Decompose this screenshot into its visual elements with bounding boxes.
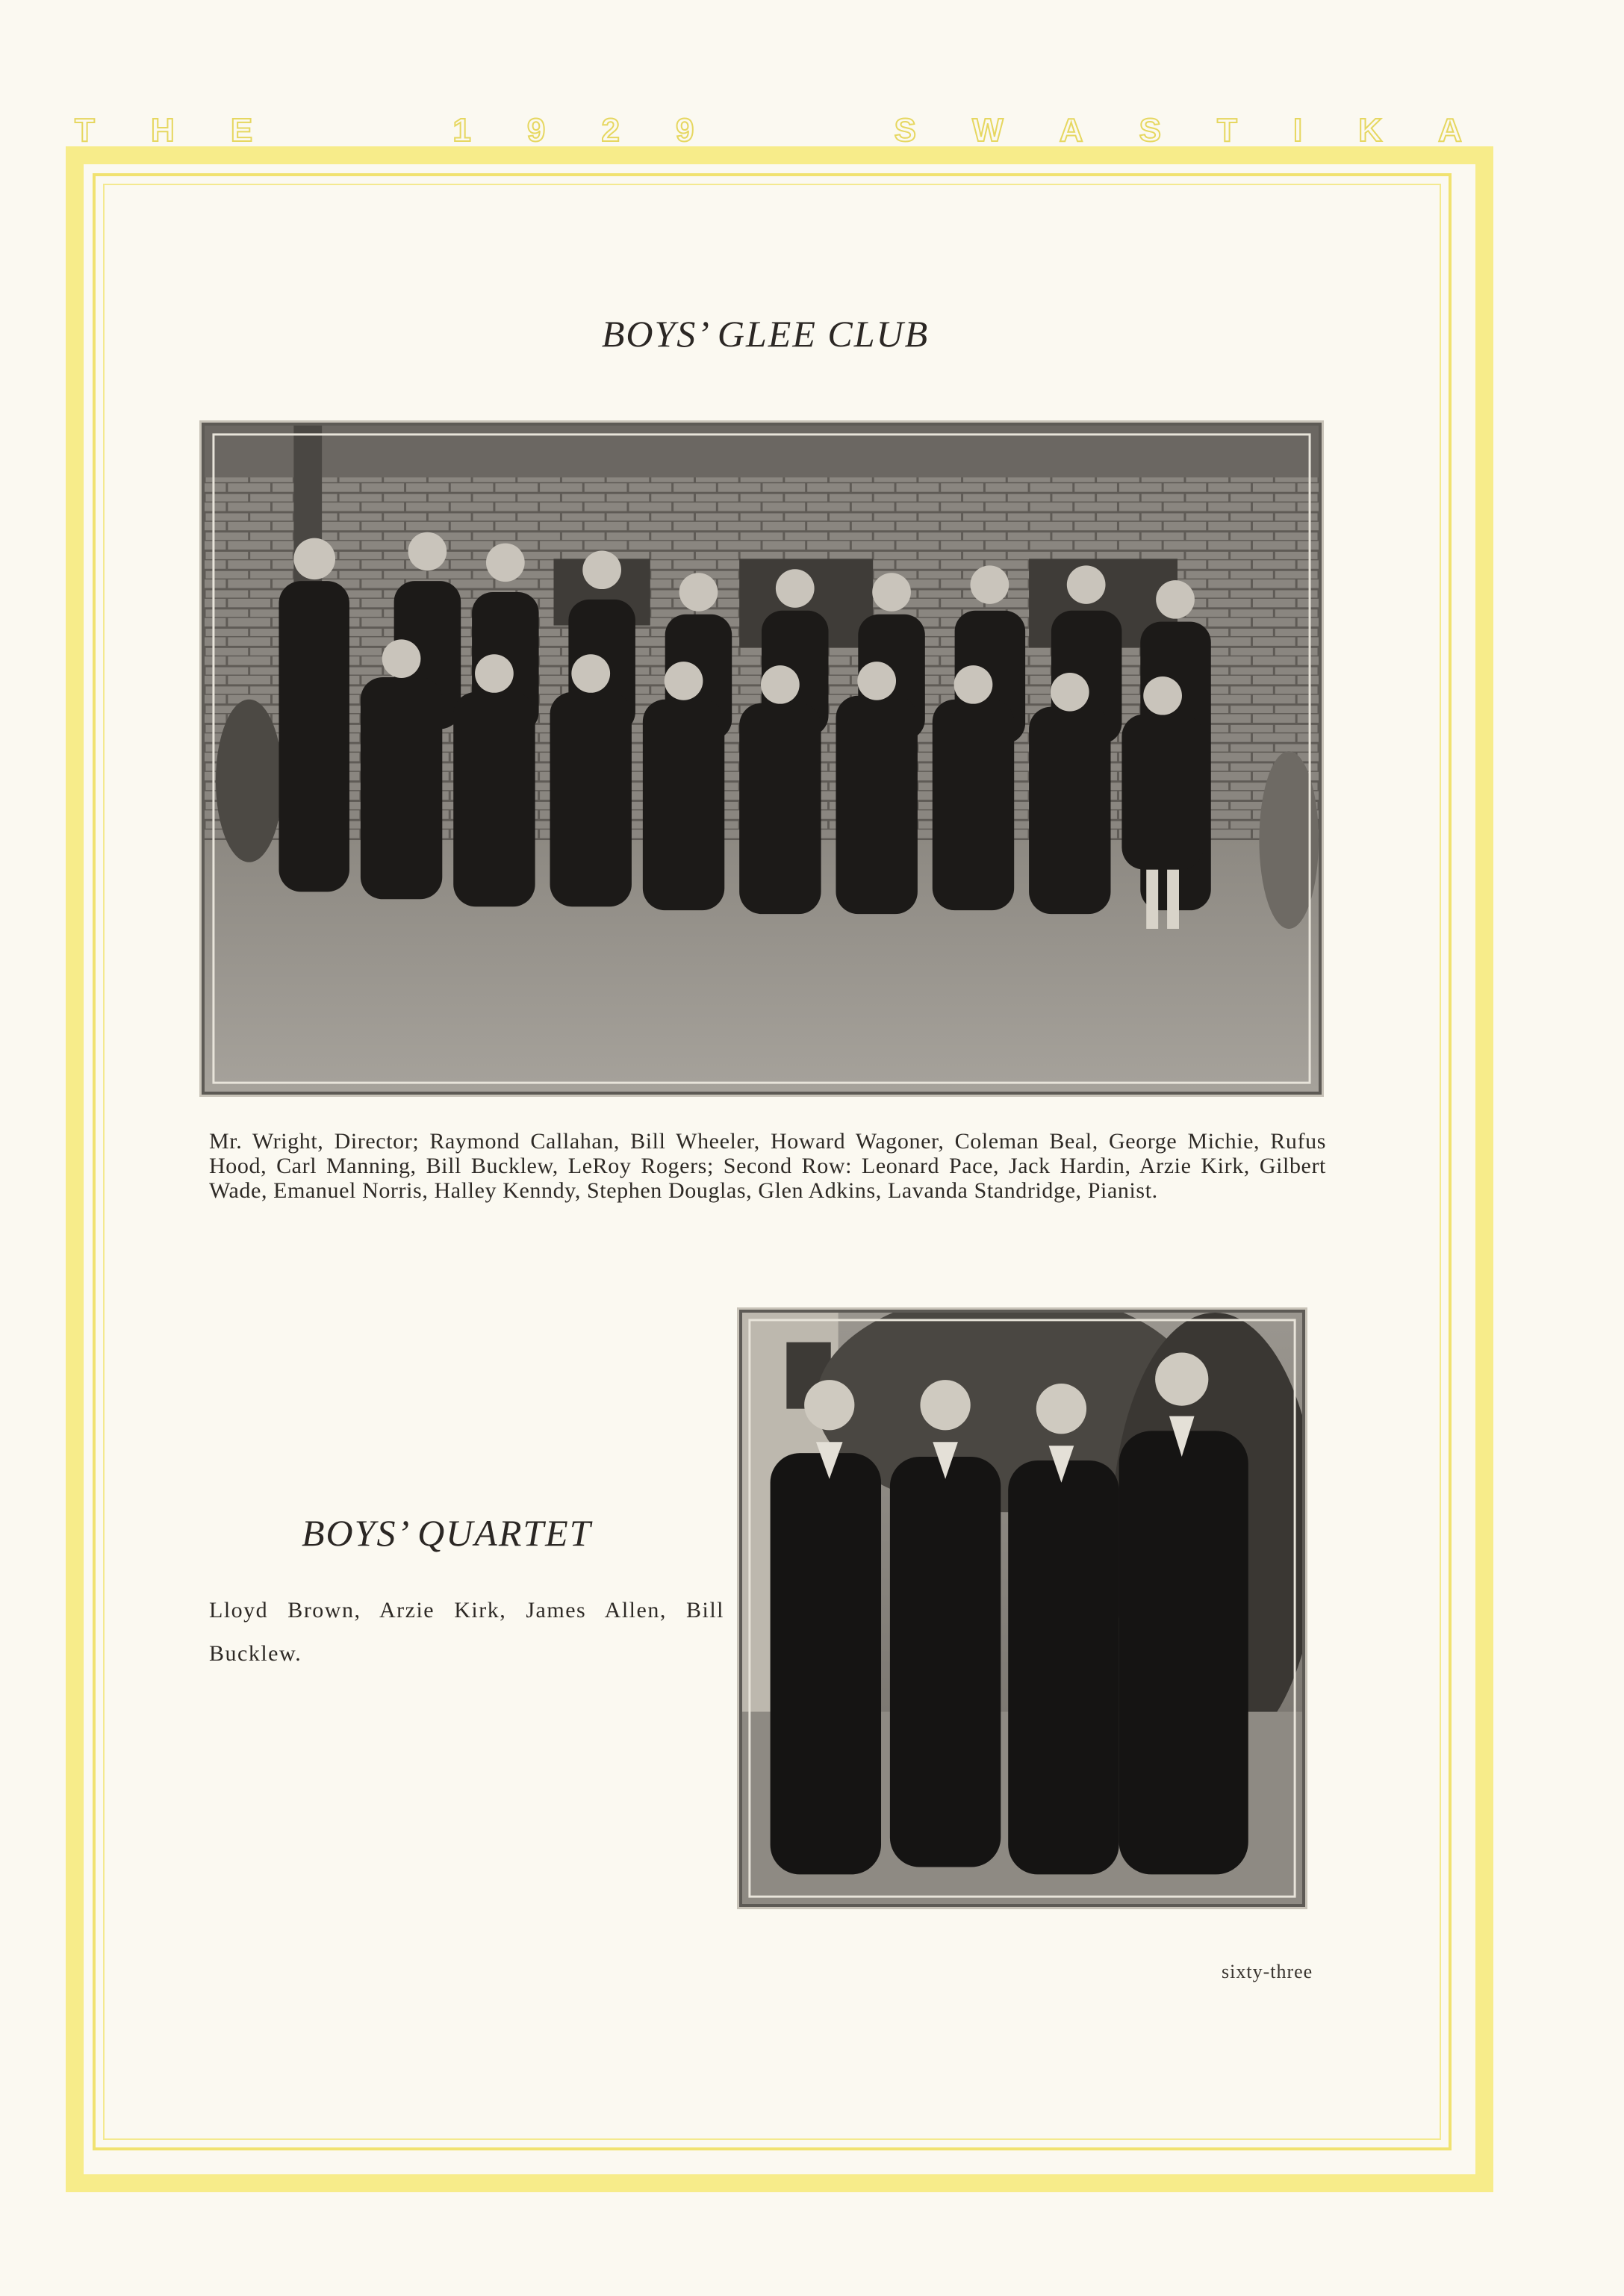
glee-club-photo-image (205, 426, 1319, 1092)
header-letter: H (150, 112, 176, 149)
glee-club-caption: Mr. Wright, Director; Raymond Callahan, Bill Wheeler, Howard Wagoner, Coleman Beal, George Michie, Rufus Hood, Carl Manning, Bill Bucklew, LeRoy Rogers; Second Row: Leonard Pace, Jack Hardin, Arzie Kirk, Gilbert Wade, Emanuel Norris, Halley Kenndy, Stephen Douglas, Glen Adkins, Lavanda Standridge, Pianist. (209, 1129, 1326, 1203)
page-number: sixty-three (1222, 1961, 1313, 1982)
glee-club-photo (202, 423, 1322, 1095)
quartet-title: BOYS’ QUARTET (302, 1512, 592, 1554)
header-letter: 9 (526, 112, 547, 149)
header-letter: K (1358, 112, 1384, 149)
header-letter: S (894, 112, 918, 149)
header-letter: T (75, 112, 96, 149)
header-letter: 9 (676, 112, 696, 149)
running-header (75, 112, 1463, 149)
header-letter: 2 (601, 112, 621, 149)
header-letter: 1 (452, 112, 473, 149)
header-letter: A (1438, 112, 1463, 149)
header-letter: W (972, 112, 1005, 149)
quartet-photo (739, 1310, 1305, 1907)
glee-club-title: BOYS’ GLEE CLUB (601, 313, 930, 355)
quartet-caption: Lloyd Brown, Arzie Kirk, James Allen, Bill Bucklew. (209, 1598, 724, 1666)
header-letter: A (1059, 112, 1085, 149)
header-letter: E (230, 112, 255, 149)
header-letter: I (1292, 112, 1304, 149)
header-letter: S (1139, 112, 1163, 149)
header-letter: T (1217, 112, 1239, 149)
quartet-photo-image (742, 1313, 1302, 1904)
